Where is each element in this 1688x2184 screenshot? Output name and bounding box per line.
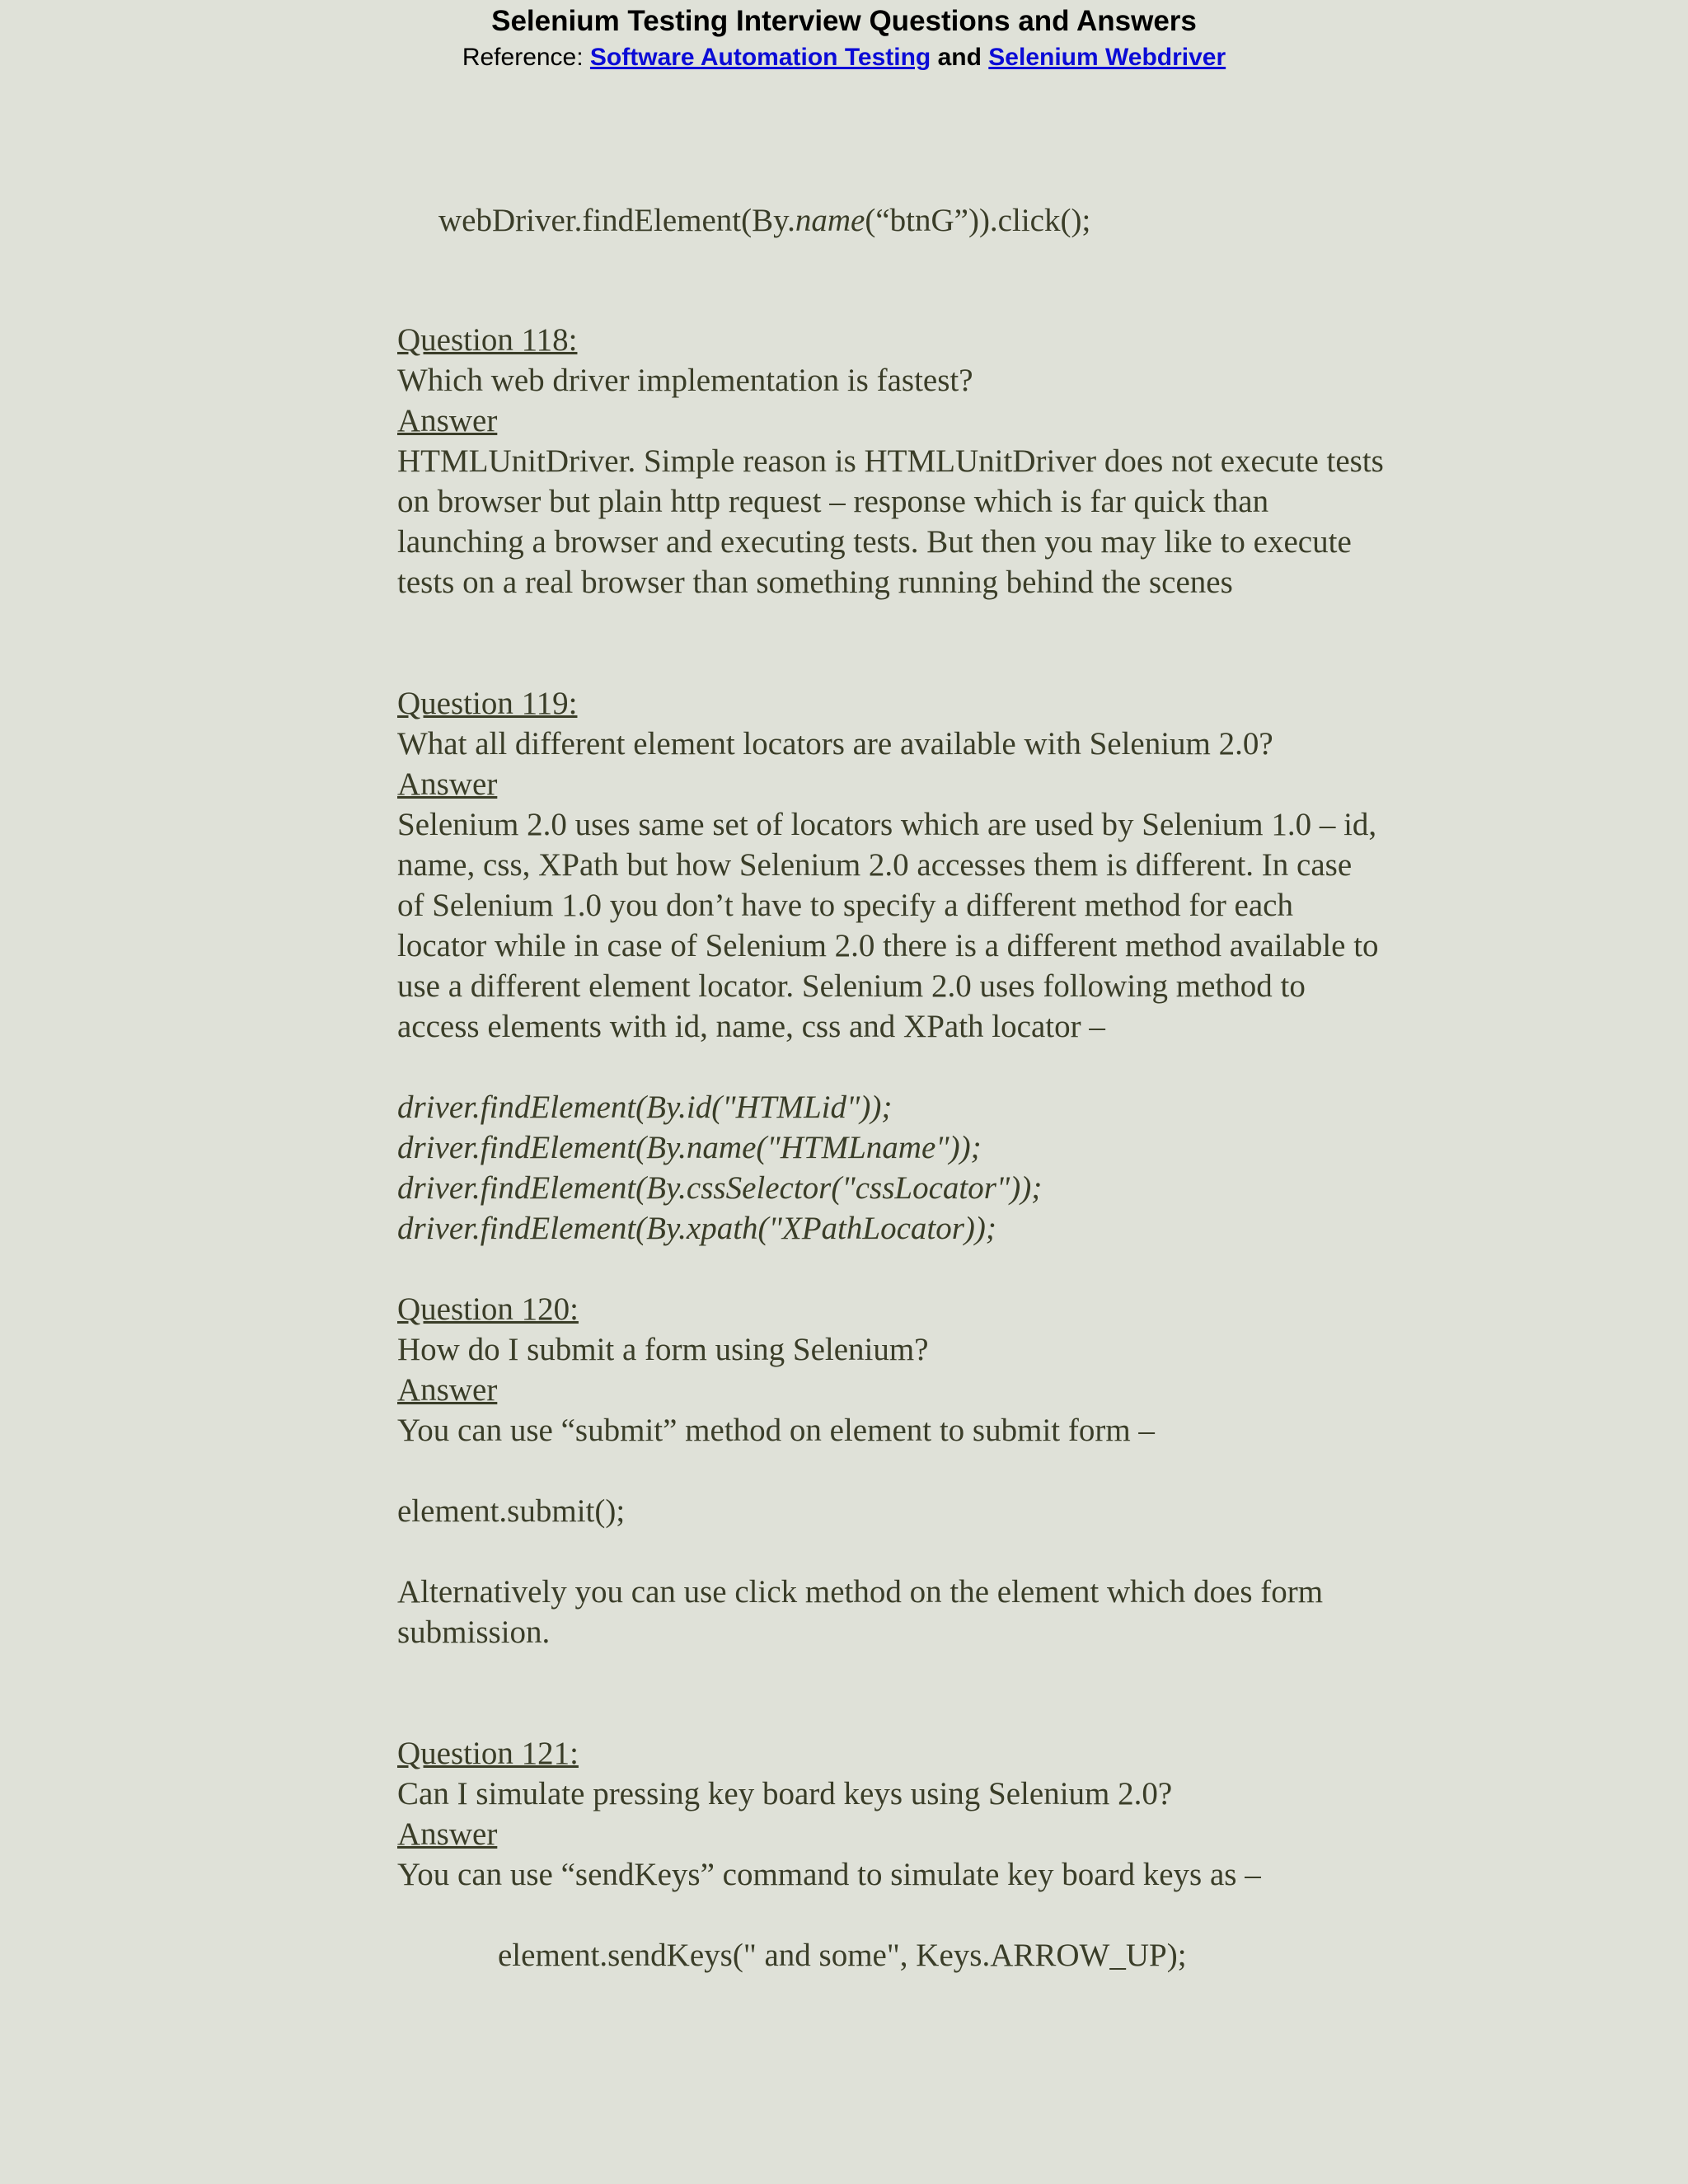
intro-code-italic: name (795, 203, 865, 238)
question-121-heading: Question 121: (397, 1736, 579, 1771)
selenium-webdriver-link[interactable]: Selenium Webdriver (988, 44, 1226, 71)
document-title: Selenium Testing Interview Questions and Answers (491, 5, 1197, 37)
question-119-answer-line: name, css, XPath but how Selenium 2.0 accesses them is different. In case (397, 847, 1353, 883)
intro-code-suffix: (“btnG”)).click(); (865, 203, 1091, 238)
question-121-code-line: element.sendKeys(" and some", Keys.ARROW_UP); (498, 1938, 1187, 1973)
question-120-alt-line: Alternatively you can use click method on the element which does form (397, 1574, 1324, 1610)
intro-code-line (438, 200, 1090, 241)
question-119-code-line: driver.findElement(By.name("HTMLname")); (397, 1130, 982, 1165)
question-119-text: What all different element locators are available with Selenium 2.0? (397, 726, 1273, 762)
question-120-alt-line: submission. (397, 1615, 551, 1650)
question-120-heading: Question 120: (397, 1291, 579, 1327)
question-119-answer-label: Answer (397, 766, 498, 802)
question-118-answer-line: on browser but plain http request – response which is far quick than (397, 484, 1269, 519)
intro-code-prefix: webDriver.findElement(By. (438, 203, 795, 238)
question-119-answer-line: locator while in case of Selenium 2.0 there is a different method available to (397, 928, 1379, 963)
question-118-answer-line: tests on a real browser than something running behind the scenes (397, 565, 1233, 600)
question-118-answer-line: launching a browser and executing tests. But then you may like to execute (397, 524, 1352, 560)
question-118-answer-label: Answer (397, 403, 498, 438)
question-120-text: How do I submit a form using Selenium? (397, 1332, 929, 1367)
question-119-code-line: driver.findElement(By.cssSelector("cssLocator")); (397, 1170, 1043, 1206)
question-118-answer-line: HTMLUnitDriver. Simple reason is HTMLUnitDriver does not execute tests (397, 443, 1384, 479)
question-121-answer-line: You can use “sendKeys” command to simulate key board keys as – (397, 1857, 1261, 1892)
question-119-heading: Question 119: (397, 686, 578, 721)
question-121-answer-label: Answer (397, 1816, 498, 1852)
question-119-code-line: driver.findElement(By.id("HTMLid")); (397, 1090, 893, 1125)
question-119-answer-line: of Selenium 1.0 you don’t have to specify a different method for each (397, 888, 1293, 923)
question-121-text: Can I simulate pressing key board keys using Selenium 2.0? (397, 1776, 1173, 1811)
question-120-answer-label: Answer (397, 1372, 498, 1408)
reference-line (0, 41, 1688, 74)
reference-and: and (937, 44, 982, 71)
question-119-code-line: driver.findElement(By.xpath("XPathLocator)); (397, 1211, 996, 1246)
question-120-code-line: element.submit(); (397, 1493, 626, 1529)
question-119-answer-line: access elements with id, name, css and XPath locator – (397, 1009, 1105, 1044)
reference-label: Reference: (462, 44, 584, 71)
question-120-answer-line: You can use “submit” method on element to submit form – (397, 1413, 1155, 1448)
question-119-answer-line: Selenium 2.0 uses same set of locators which are used by Selenium 1.0 – id, (397, 807, 1377, 842)
question-119-answer-line: use a different element locator. Selenium 2.0 uses following method to (397, 968, 1306, 1004)
question-118-text: Which web driver implementation is fastest? (397, 363, 973, 398)
question-118-heading: Question 118: (397, 322, 578, 358)
software-automation-testing-link[interactable]: Software Automation Testing (589, 44, 931, 71)
